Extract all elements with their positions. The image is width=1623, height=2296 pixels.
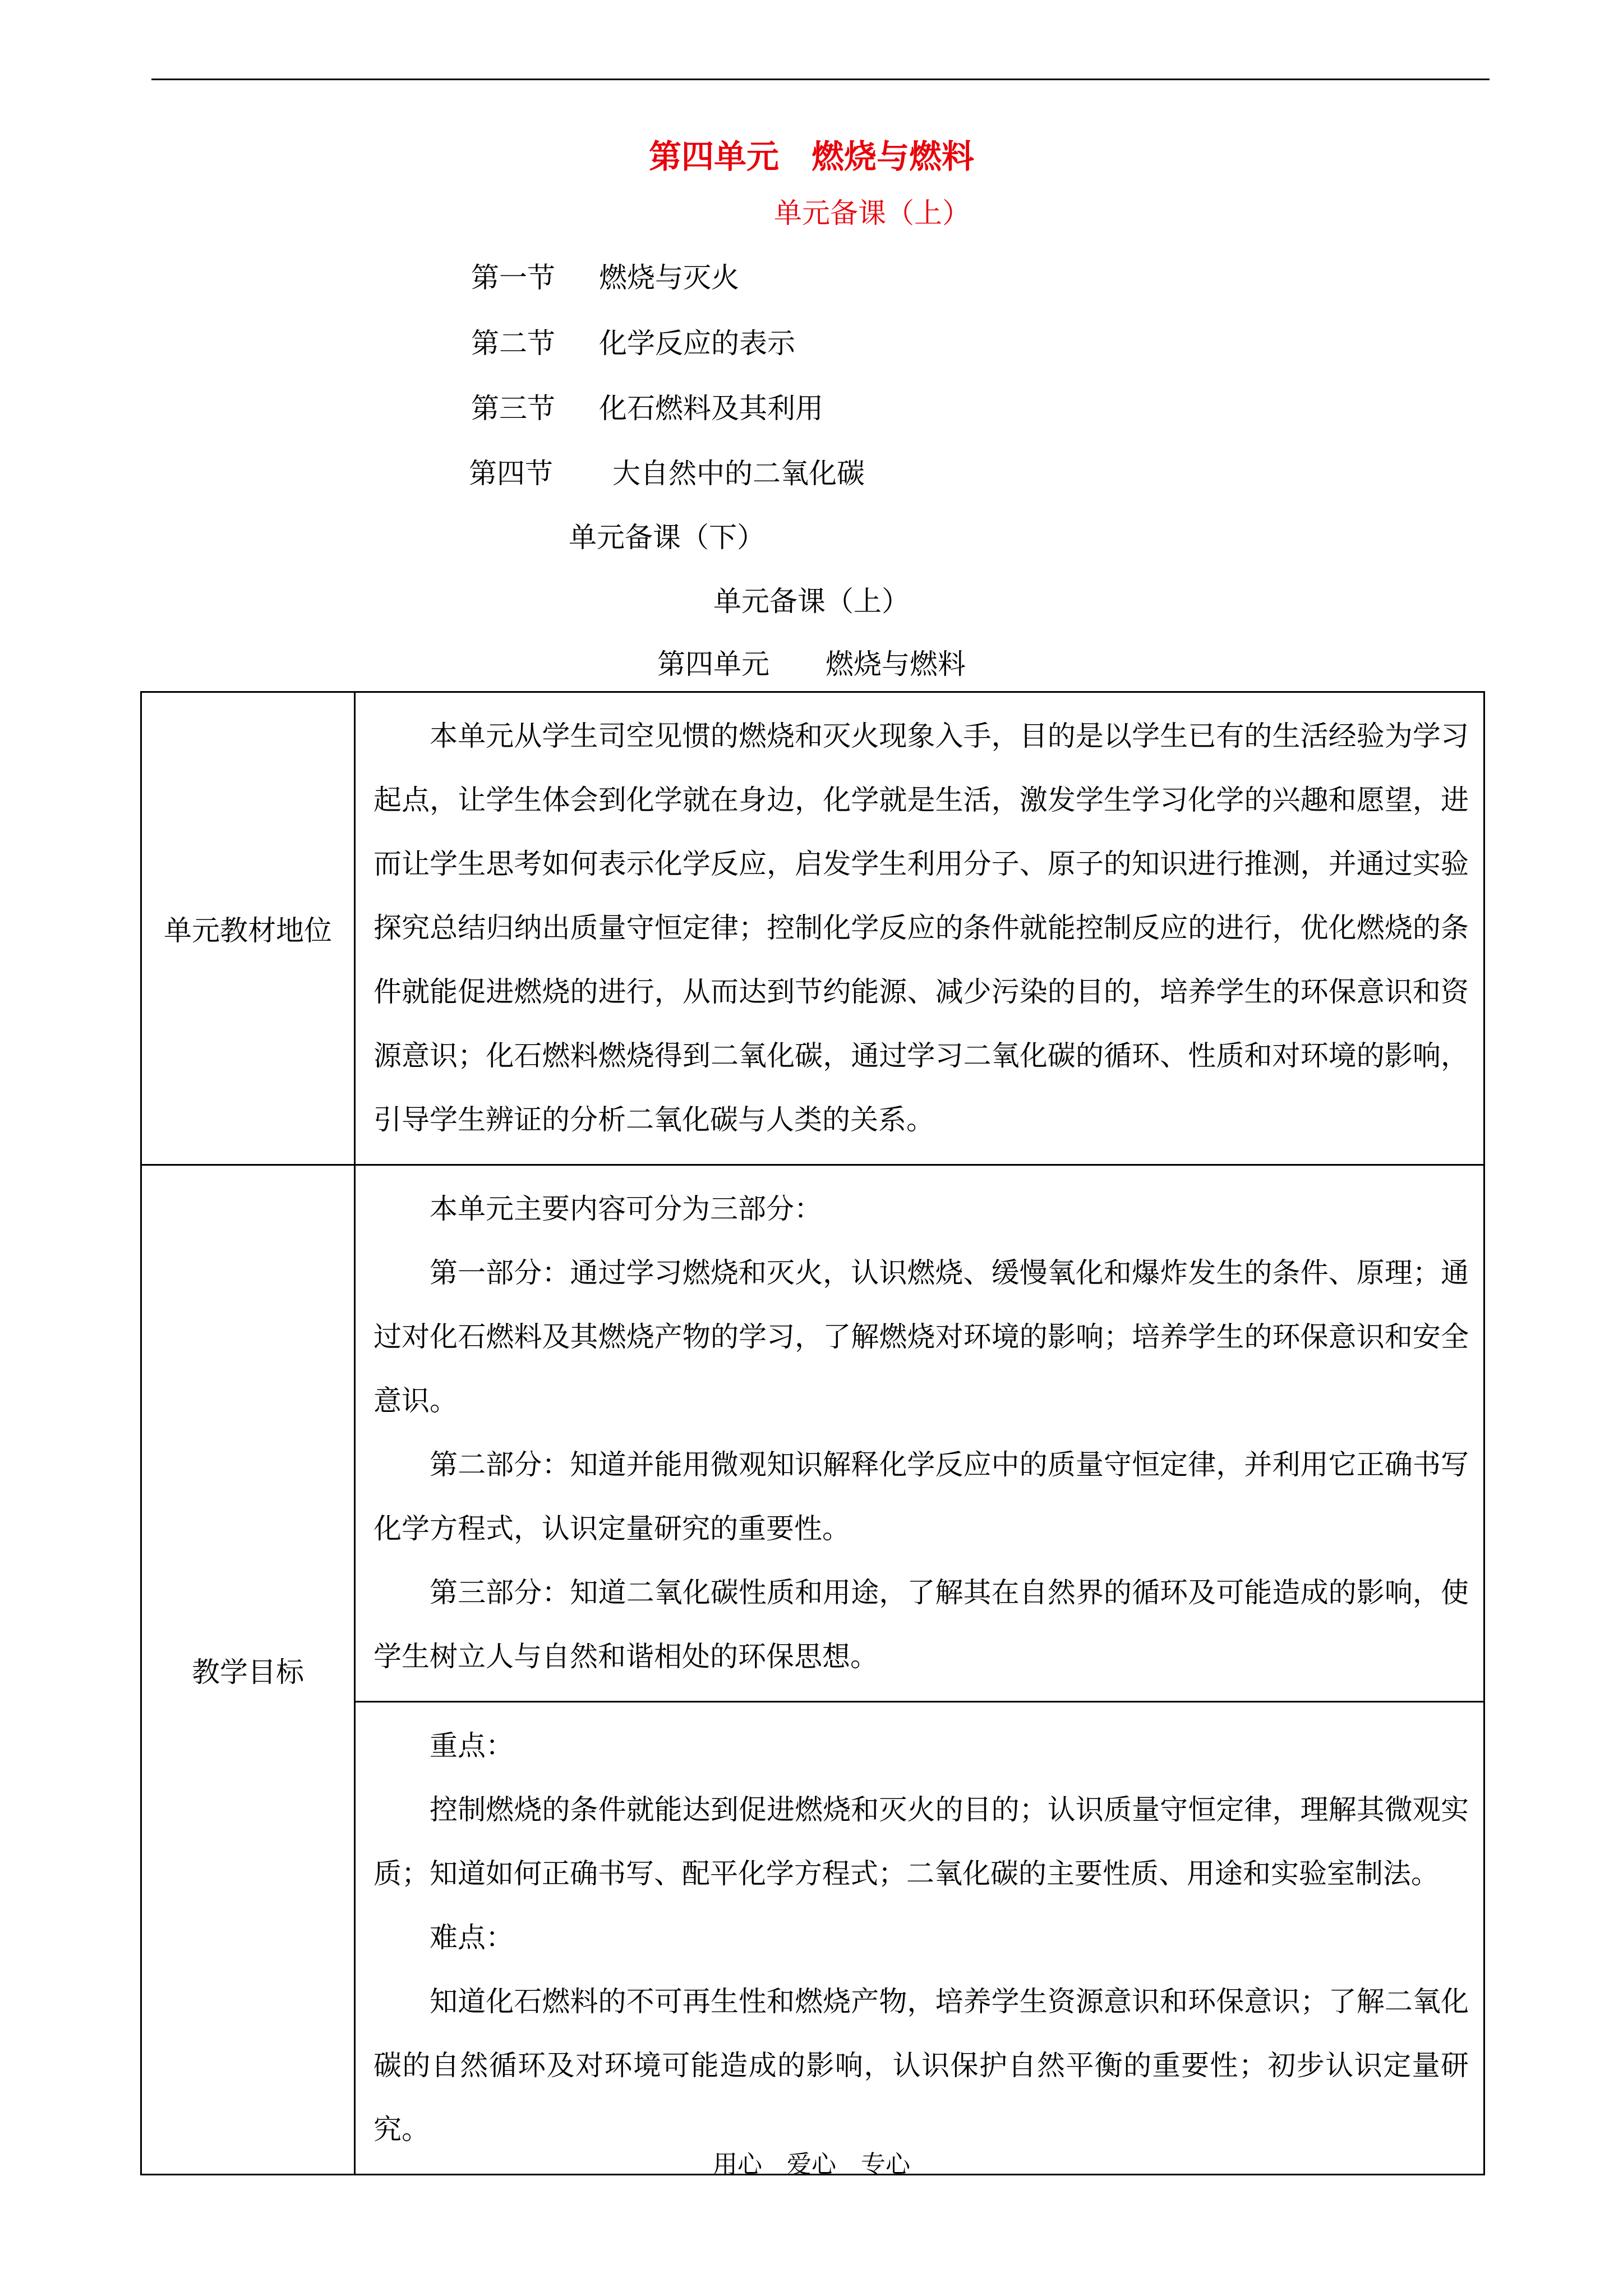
unit-plan-table — [140, 691, 1485, 2175]
key-points-text: 控制燃烧的条件就能达到促进燃烧和灭火的目的；认识质量守恒定律，理解其微观实质；知道如何正确书写、配平化学方程式；二氧化碳的主要性质、用途和实验室制法。 — [374, 1793, 1469, 1890]
page-footer: 用心 爱心 专心 — [713, 2150, 910, 2179]
row-content-teaching-goals — [355, 1165, 1484, 1702]
page-title: 第四单元 燃烧与燃料 — [648, 137, 974, 176]
row-label-teaching-goals: 教学目标 — [141, 1165, 355, 2175]
header-rule — [151, 79, 1490, 80]
goals-part-3: 第三部分：知道二氧化碳性质和用途，了解其在自然界的循环及可能造成的影响，使学生树立人与自然和谐相处的环保思想。 — [374, 1576, 1469, 1673]
toc-section-3: 第三节 — [471, 392, 555, 425]
goals-intro: 本单元主要内容可分为三部分： — [430, 1193, 822, 1225]
section-heading-line2: 第四单元 燃烧与燃料 — [657, 648, 966, 680]
toc-name-3: 化石燃料及其利用 — [599, 392, 823, 425]
toc-section-2: 第二节 — [471, 327, 555, 360]
material-position-text: 本单元从学生司空见惯的燃烧和灭火现象入手，目的是以学生已有的生活经验为学习起点，让学生体会到化学就在身边，化学就是生活，激发学生学习化学的兴趣和愿望，进而让学生思考如何表示化学反应，启发学生利用分子、原子的知识进行推测，并通过实验探究总结归纳出质量守恒定律；控制化学反应的条件就能控制反应的进行，优化燃烧的条件就能促进燃烧的进行，从而达到节约能源、减少污染的目的，培养学生的环保意识和资源意识；化石燃料燃烧得到二氧化碳，通过学习二氧化碳的循环、性质和对环境的影响，引导学生辨证的分析二氧化碳与人类的关系。 — [374, 720, 1469, 1136]
toc-name-4: 大自然中的二氧化碳 — [612, 457, 865, 490]
toc-extra: 单元备课（下） — [569, 521, 765, 554]
toc-name-1: 燃烧与灭火 — [599, 261, 739, 294]
section-heading-line1: 单元备课（上） — [713, 585, 910, 618]
page-subtitle: 单元备课（上） — [774, 197, 970, 229]
difficult-points-text: 知道化石燃料的不可再生性和燃烧产物，培养学生资源意识和环保意识；了解二氧化碳的自然循环及对环境可能造成的影响，认识保护自然平衡的重要性；初步认识定量研究。 — [374, 1985, 1469, 2146]
row-content-key-points — [355, 1702, 1484, 2175]
table-row — [141, 1165, 1484, 1702]
table-row — [141, 692, 1484, 1165]
toc-section-4: 第四节 — [469, 457, 553, 490]
toc-section-1: 第一节 — [471, 261, 555, 294]
key-points-label: 重点： — [430, 1729, 514, 1762]
row-label-material-position: 单元教材地位 — [141, 692, 355, 1165]
toc-name-2: 化学反应的表示 — [599, 327, 795, 360]
goals-part-2: 第二部分：知道并能用微观知识解释化学反应中的质量守恒定律，并利用它正确书写化学方程式，认识定量研究的重要性。 — [374, 1448, 1469, 1545]
difficult-points-label: 难点： — [430, 1921, 514, 1954]
goals-part-1: 第一部分：通过学习燃烧和灭火，认识燃烧、缓慢氧化和爆炸发生的条件、原理；通过对化石燃料及其燃烧产物的学习，了解燃烧对环境的影响；培养学生的环保意识和安全意识。 — [374, 1257, 1469, 1417]
row-content-material-position — [355, 692, 1484, 1165]
